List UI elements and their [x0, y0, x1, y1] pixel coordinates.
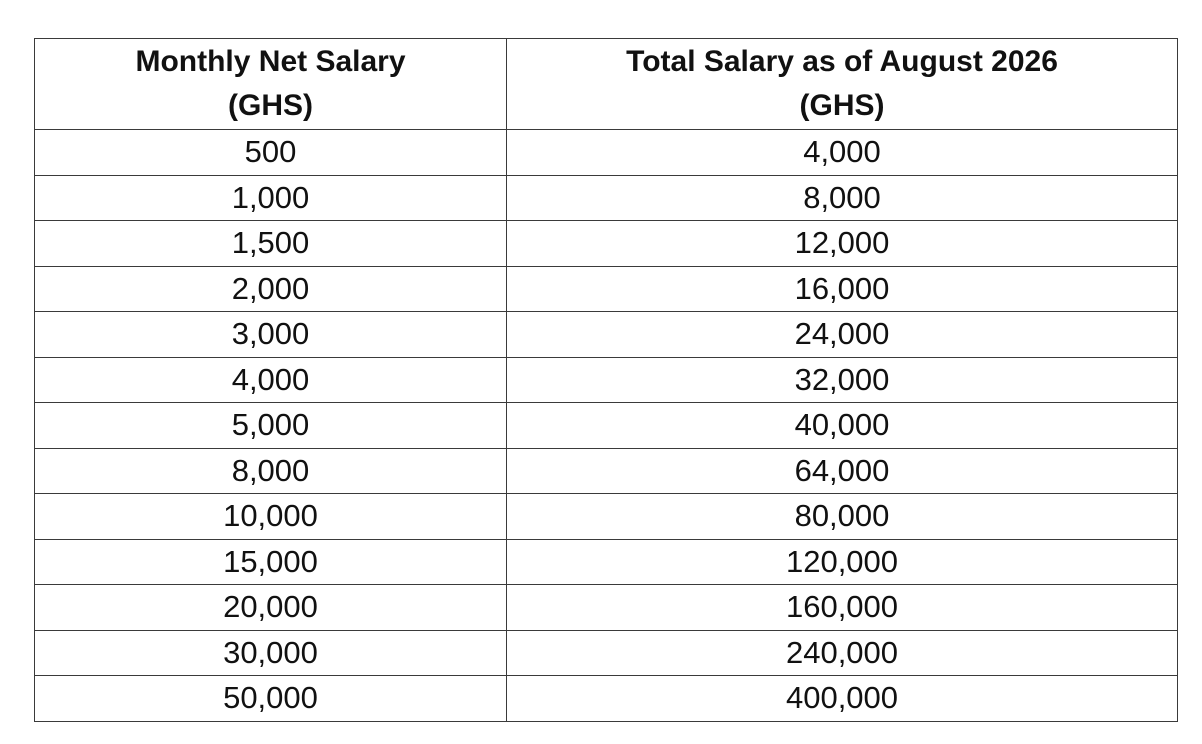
salary-table	[34, 38, 1178, 722]
monthly-net-salary-cell: 30,000	[35, 630, 507, 676]
monthly-net-salary-cell: 3,000	[35, 312, 507, 358]
total-salary-cell: 16,000	[507, 266, 1178, 312]
header-label: Monthly Net Salary	[135, 45, 406, 78]
total-salary-cell: 80,000	[507, 494, 1178, 540]
table-row	[35, 676, 1178, 722]
monthly-net-salary-cell: 1,500	[35, 221, 507, 267]
table-row	[35, 585, 1178, 631]
table-row	[35, 494, 1178, 540]
total-salary-cell: 12,000	[507, 221, 1178, 267]
monthly-net-salary-cell: 5,000	[35, 403, 507, 449]
monthly-net-salary-cell: 1,000	[35, 175, 507, 221]
table-row	[35, 175, 1178, 221]
total-salary-cell: 40,000	[507, 403, 1178, 449]
table-row	[35, 221, 1178, 267]
monthly-net-salary-cell: 20,000	[35, 585, 507, 631]
total-salary-cell: 4,000	[507, 130, 1178, 176]
monthly-net-salary-cell: 2,000	[35, 266, 507, 312]
table-row	[35, 448, 1178, 494]
total-salary-cell: 240,000	[507, 630, 1178, 676]
table-row	[35, 403, 1178, 449]
total-salary-cell: 64,000	[507, 448, 1178, 494]
header-row	[35, 39, 1178, 130]
table-row	[35, 630, 1178, 676]
monthly-net-salary-cell: 10,000	[35, 494, 507, 540]
monthly-net-salary-cell: 4,000	[35, 357, 507, 403]
table-row	[35, 357, 1178, 403]
table-row	[35, 312, 1178, 358]
header-unit: (GHS)	[799, 89, 885, 122]
monthly-net-salary-cell: 15,000	[35, 539, 507, 585]
table-row	[35, 130, 1178, 176]
table-row	[35, 266, 1178, 312]
monthly-net-salary-cell: 500	[35, 130, 507, 176]
total-salary-cell: 8,000	[507, 175, 1178, 221]
table-row	[35, 539, 1178, 585]
column-header-monthly-net-salary	[35, 39, 507, 130]
column-header-total-salary	[507, 39, 1178, 130]
table-body	[35, 130, 1178, 722]
total-salary-cell: 160,000	[507, 585, 1178, 631]
total-salary-cell: 120,000	[507, 539, 1178, 585]
header-label: Total Salary as of August 2026	[626, 45, 1058, 78]
total-salary-cell: 24,000	[507, 312, 1178, 358]
total-salary-cell: 400,000	[507, 676, 1178, 722]
header-unit: (GHS)	[228, 89, 313, 122]
monthly-net-salary-cell: 50,000	[35, 676, 507, 722]
table-header	[35, 39, 1178, 130]
monthly-net-salary-cell: 8,000	[35, 448, 507, 494]
total-salary-cell: 32,000	[507, 357, 1178, 403]
